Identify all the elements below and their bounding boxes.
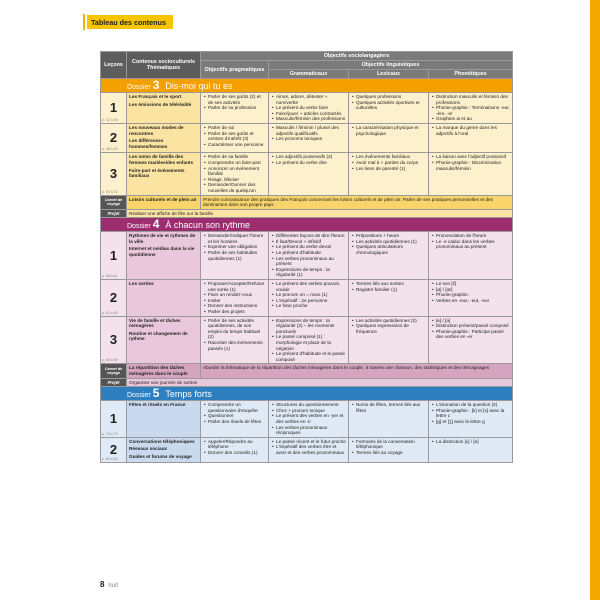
lesson-themes [127,123,201,152]
objective-item: • Phonie-graphie : [432,292,510,298]
objective-item: • Le passé composé (1) : morphologie et place de la négation [272,334,346,351]
dossier-number: 5 [152,386,160,401]
page-title: Tableau des contenus [87,15,173,29]
lexical-objectives [349,280,429,317]
dossier-band [101,387,513,401]
objective-item: • Le présent d'habitude et le passé composé [272,351,346,362]
lesson-number-text: 2 [109,442,118,458]
lesson-pages: p. 50 à 53 [102,189,118,194]
lesson-row [101,93,513,124]
objective-item: • Quelques professions [352,94,426,100]
objective-item: • Comprendre un questionnaire d'enquête [204,402,266,413]
pragmatic-objectives-list [201,401,268,425]
lesson-number [101,232,127,280]
dossier-label: Dossier [127,392,151,400]
grammar-objectives-list [269,153,348,166]
objective-item: • Donner des conseils (1) [204,450,266,456]
objective-item: • Masculin / féminin / pluriel des adjectifs qualificatifs [272,125,346,136]
objective-item: • Le -e caduc dans les verbes pronominaux au présent [432,239,510,250]
objective-item: • La caractérisation physique et psychologique [352,125,426,136]
theme-item: Les différences hommes/femmes [129,138,168,149]
objective-item: • Le présent du verbe faire [272,105,346,111]
dossier-number: 4 [152,217,160,232]
lesson-row [101,232,513,280]
lesson-number [101,280,127,317]
objective-item: • Expressions de temps : la régularité (2) – les moments ponctuels [272,318,346,335]
grammar-objectives [269,93,349,124]
pragmatic-objectives-list [201,124,268,148]
objective-item: • Graphies ai et au [432,116,510,122]
grammar-objectives-list [269,232,348,279]
objective-item: • Aimer, adorer, détester + nom/verbe [272,94,346,105]
lesson-number [101,93,127,124]
grammar-objectives [269,232,349,280]
carnet-row [101,195,513,209]
objective-item: • Le présent du verbe dire [272,160,346,166]
pragmatic-objectives-list [201,438,268,457]
objective-item: • Proposer/Accepter/Refuser une sortie (1) [204,281,266,292]
lexical-objectives-list [349,153,428,172]
lesson-themes [127,93,201,124]
objective-item: • Masculin/féminin des professions [272,116,346,122]
objective-item: • Les activités quotidiennes (2) [352,318,426,324]
theme-item: Réseaux sociaux [129,446,168,452]
objective-item: • Différentes façons de dire l'heure [272,233,346,239]
dossier-band [101,218,513,232]
lesson-row [101,123,513,152]
lexical-objectives-list [349,317,428,336]
theme-item: Routine et changement de rythme [129,330,188,342]
objective-item: • Distinction masculin et féminin des professions [432,94,510,105]
phonetic-objectives-list [429,438,512,446]
header-objectifs-sociolangagiers: Objectifs sociolangagiers [201,52,513,61]
pragmatic-objectives-list [201,153,268,194]
grammar-objectives [269,437,349,463]
lesson-number [101,153,127,195]
objective-item: • Distinction présent/passé composé [432,323,510,329]
phonetic-objectives [429,232,513,280]
objective-item: • Les liens de parenté (1) [352,166,426,172]
objective-item: • Structures du questionnement [272,402,346,408]
lesson-number [101,401,127,438]
phonetic-objectives [429,316,513,364]
objective-item: • Parler de ses goûts (2) et de ses activités [204,94,266,105]
objective-item: • Le présent des verbes en -yer et des verbes en -ir [272,413,346,424]
objective-item: • [ø] / [œ] [432,287,510,293]
page-number: 8 [100,580,105,589]
header-rule [83,14,85,30]
objective-item: • Demander/Indiquer l'heure et les horaires [204,233,266,244]
dossier-title: Dis-moi qui tu es [165,81,233,91]
lexical-objectives-list [349,124,428,137]
phonetic-objectives-list [429,232,512,251]
objective-item: • Le futur proche [272,303,346,309]
objective-item: • Raconter des événements passés (1) [204,340,266,351]
objective-item: • La marque du genre dans les adjectifs à l'oral [432,125,510,136]
objective-item: • Demander/Donner des nouvelles de quelqu'un [204,182,266,193]
lesson-themes [127,280,201,317]
objective-item: • Quelques activités sportives et culturelles [352,100,426,111]
dossier-band-row [101,79,513,93]
objective-item: • Phonie-graphie : Terminaisons -eur, -ère, -er [432,105,510,116]
lesson-pages: p. 66 à 69 [102,358,118,363]
objective-item: • Le passé récent et le futur proche [272,439,346,445]
objective-item: • Les activités quotidiennes (1) [352,239,426,245]
objective-item: • [g] et [ʒ] avec la lettre g [432,419,510,425]
lesson-number-text: 1 [109,410,118,426]
lesson-number-text: 2 [109,289,118,305]
objective-item: • Questionner [204,413,266,419]
objective-item: • Prépositions + heure [352,233,426,239]
objective-item: • Caractériser une personne [204,142,266,148]
objective-item: • Inviter [204,298,266,304]
pragmatic-objectives [201,280,269,317]
carnet-theme: Loisirs culturels et de plein air [127,195,201,209]
page-footer [100,580,118,589]
lesson-row [101,153,513,195]
lesson-row [101,437,513,463]
theme-item: Les émissions de téléréalité [129,101,192,107]
theme-item: Les Français et le sport [129,94,182,99]
objective-item: • Parler des rituels de fêtes [204,419,266,425]
objective-item: • L'intonation de la question (2) [432,402,510,408]
phonetic-objectives [429,280,513,317]
pragmatic-objectives [201,153,269,195]
projet-row [101,378,513,387]
dossier-band-row [101,387,513,401]
lesson-row [101,280,513,317]
grammar-objectives [269,401,349,438]
objective-item: • Parler de sa profession [204,105,266,111]
lesson-number-text: 2 [109,130,118,146]
dossier-number: 3 [152,78,160,92]
header-phonetiques: Phonétiques [429,70,513,79]
objective-item: • Noms de fêtes, termes liés aux fêtes [352,402,426,413]
carnet-label: Carnet de voyage [101,364,127,378]
objective-item: • Phonie-graphie : Participe passé des verbes en -er [432,329,510,340]
projet-label: Projet [101,378,127,387]
dossier-band-inner [101,79,512,92]
grammar-objectives-list [269,124,348,143]
lesson-number-text: 1 [109,99,118,115]
phonetic-objectives-list [429,317,512,341]
dossier-title: Temps forts [165,389,212,400]
lesson-pages: p. 46 à 49 [102,147,118,152]
lesson-themes [127,316,201,364]
objective-item: • Expressions de temps : la régularité (1) [272,267,346,278]
header-lexicaux: Lexicaux [349,70,429,79]
dossier-title: À chacun son rythme [165,220,250,231]
dossier-label: Dossier [127,84,151,91]
header-socioculturels: Contenus socioculturels Thématiques [127,52,201,79]
objective-item: • Prononciation de l'heure [432,233,510,239]
grammar-objectives [269,280,349,317]
lesson-number-text: 3 [109,165,118,181]
lexical-objectives-list [349,401,428,414]
objective-item: • Phonie-graphie : Discrimination masculin/féminin [432,160,510,171]
lexical-objectives-list [349,438,428,457]
pragmatic-objectives [201,316,269,364]
phonetic-objectives-list [429,401,512,425]
pragmatic-objectives [201,437,269,463]
lesson-themes [127,232,201,280]
lexical-objectives [349,401,429,438]
objective-item: • L'impératif des verbes être et avoir et des verbes pronominaux [272,444,346,455]
projet-row [101,209,513,218]
objective-item: • Les verbes pronominaux au présent [272,256,346,267]
theme-item: Les noms de famille des femmes mariées/des enfants [129,154,194,165]
objective-item: • Les adjectifs possessifs (2) [272,154,346,160]
grammar-objectives-list [269,438,348,457]
lesson-pages: p. 80 à 83 [102,457,118,462]
dossier-band-inner [101,387,512,400]
objective-item: • Faire/jouer + articles contractés [272,111,346,117]
objective-item: • Fixer un rendez-vous [204,292,266,298]
pragmatic-objectives [201,123,269,152]
dossier-label: Dossier [127,223,151,231]
objective-item: • Annoncer un événement familial [204,166,266,177]
header-objectifs-linguistiques: Objectifs linguistiques [269,61,513,70]
lesson-pages: p. 58 à 61 [102,274,118,279]
theme-item: Guides et forums de voyage [129,453,192,459]
projet-label: Projet [101,209,127,218]
grammar-objectives-list [269,317,348,364]
objective-item: • Il faut/Devoir + infinitif [272,239,346,245]
objective-item: • Registre familier (1) [352,287,426,293]
grammar-objectives-list [269,93,348,123]
objective-item: • L'impératif : 2e personne [272,298,346,304]
pragmatic-objectives [201,93,269,124]
objective-item: • Le présent du verbe devoir [272,244,346,250]
phonetic-objectives [429,153,513,195]
theme-item: Vie de famille et tâches ménagères [129,317,181,329]
theme-item: Les nouveaux modes de rencontres [129,124,184,136]
objective-item: • Parler des projets [204,309,266,315]
lexical-objectives [349,123,429,152]
header-grammaticaux: Grammaticaux [269,70,349,79]
phonetic-objectives-list [429,124,512,137]
lesson-number [101,123,127,152]
lexical-objectives [349,93,429,124]
projet-text: Réaliser une affiche de film sur la famille [127,209,513,218]
objective-item: • Formules de la conversation téléphonique [352,439,426,450]
carnet-theme: La répartition des tâches ménagères dans le couple [127,364,201,378]
theme-item: Rythmes de vie et rythmes de la ville [129,233,196,244]
theme-item: Conversations téléphoniques [129,438,195,444]
pragmatic-objectives-list [201,317,268,353]
header-objectifs-pragmatiques: Objectifs pragmatiques [201,61,269,79]
phonetic-objectives [429,123,513,152]
lexical-objectives [349,232,429,280]
lesson-number [101,437,127,463]
objective-item: • Termes liés au voyage [352,450,426,456]
objective-item: • Avoir mal à + parties du corps [352,160,426,166]
contents-body [101,79,513,463]
objective-item: • Appeler/Répondre au téléphone [204,439,266,450]
objective-item: • La distinction [ɛ] / [e] [432,439,510,445]
objective-item: • Parler de sa famille [204,154,266,160]
objective-item: • Chez + pronom tonique [272,408,346,414]
theme-item: Internet et médias dans la vie quotidienne [129,246,195,258]
lesson-number [101,316,127,364]
lexical-objectives-list [349,232,428,256]
lesson-number-text: 1 [109,247,118,263]
pragmatic-objectives-list [201,93,268,112]
objective-item: • Parler de soi [204,125,266,131]
lexical-objectives-list [349,280,428,293]
objective-item: • Phonie-graphie : [k] et [s] avec la lettre c [432,408,510,419]
objective-item: • Exprimer une obligation [204,244,266,250]
lesson-themes [127,401,201,438]
lexical-objectives [349,153,429,195]
theme-item: Les sorties [129,281,154,287]
lesson-row [101,401,513,438]
phonetic-objectives [429,401,513,438]
objective-item: • Parler de ses goûts et centres d'intérêt (3) [204,131,266,142]
objective-item: • Termes liés aux sorties [352,281,426,287]
objective-item: • Le son [ɛ̃] [432,281,510,287]
grammar-objectives [269,153,349,195]
pragmatic-objectives-list [201,280,268,316]
projet-text: Organiser une journée de sorties [127,378,513,387]
objective-item: • Parler de ses activités quotidiennes, de son emploi du temps habituel (2) [204,318,266,340]
carnet-label: Carnet de voyage [101,195,127,209]
objective-item: • Verbes en -eux, -eut, -eur [432,298,510,304]
theme-item: Faire-part et événements familiaux [129,167,185,179]
lesson-row [101,316,513,364]
objective-item: • Comprendre un faire-part [204,160,266,166]
objective-item: • Parler de ses habitudes quotidiennes (1) [204,250,266,261]
lesson-themes [127,153,201,195]
objective-item: • Quelques expressions de fréquence [352,323,426,334]
phonetic-objectives [429,93,513,124]
pragmatic-objectives [201,401,269,438]
objective-item: • Réagir, féliciter [204,177,266,183]
objective-item: • Les événements familiaux [352,154,426,160]
objective-item: • Les pronoms toniques [272,136,346,142]
objective-item: • Le présent d'habitude [272,250,346,256]
pragmatic-objectives-list [201,232,268,262]
lesson-number-text: 3 [109,331,118,347]
grammar-objectives [269,316,349,364]
grammar-objectives-list [269,280,348,310]
dossier-band-row [101,218,513,232]
phonetic-objectives-list [429,153,512,172]
lesson-pages: p. 42 à 45 [102,117,118,122]
grammar-objectives [269,123,349,152]
phonetic-objectives [429,437,513,463]
objective-item: • Le présent des verbes pouvoir, vouloir [272,281,346,292]
contents-table [100,51,513,463]
grammar-objectives-list [269,401,348,437]
objective-item: • Le pronom on = nous (1) [272,292,346,298]
lesson-pages: p. 76 à 79 [102,431,118,436]
lexical-objectives [349,437,429,463]
lesson-pages: p. 62 à 65 [102,310,118,315]
lexical-objectives [349,316,429,364]
lexical-objectives-list [349,93,428,112]
objective-item: • Quelques articulateurs chronologiques [352,244,426,255]
pragmatic-objectives [201,232,269,280]
objective-item: • Donner des instructions [204,303,266,309]
carnet-row [101,364,513,378]
lesson-themes [127,437,201,463]
dossier-band-inner [101,218,512,231]
theme-item: Fêtes et rituels en France [129,402,186,408]
carnet-text: Aborder la thématique de la répartition des tâches ménagères dans le couple, à travers une chanson, des statistiques et des témoignages [201,364,513,378]
carnet-text: Prendre connaissance des pratiques des Français concernant les loisirs culturels et de plein air. Parler de ses pratiques personnelles et des dominantes dans son propre pays [201,195,513,209]
header-lecons: Leçons [101,52,127,79]
objective-item: • La liaison avec l'adjectif possessif [432,154,510,160]
objective-item: • [e] / [ə] [432,318,510,324]
dossier-band [101,79,513,93]
page-edge-strip [590,0,600,600]
page-number-word: huit [108,583,119,589]
phonetic-objectives-list [429,93,512,123]
phonetic-objectives-list [429,280,512,304]
objective-item: • Les verbes pronominaux réciproques [272,425,346,436]
